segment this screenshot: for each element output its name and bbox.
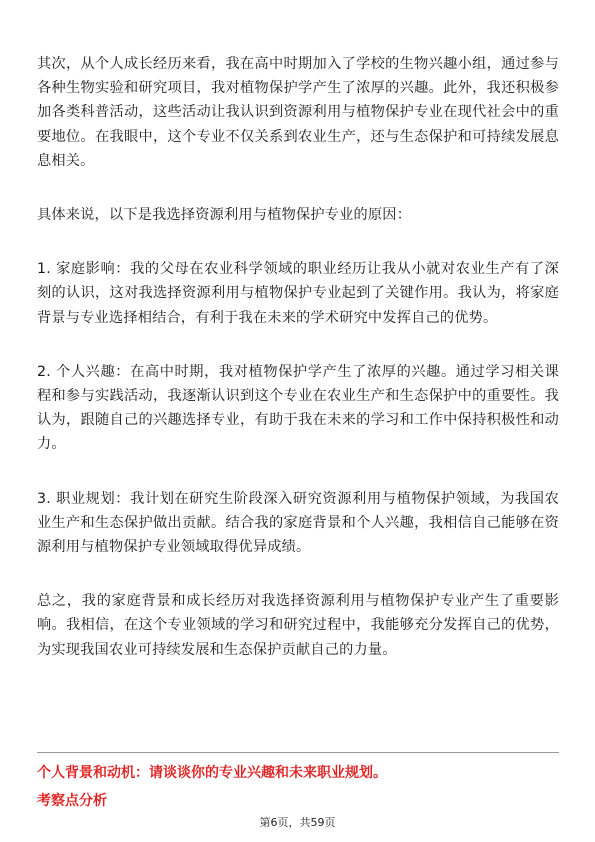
section-divider	[37, 752, 559, 753]
paragraph-career-plan: 3. 职业规划：我计划在研究生阶段深入研究资源利用与植物保护领域，为我国农业生产和生态保护做出贡献。结合我的家庭背景和个人兴趣，我相信自己能够在资源利用与植物保护专业领域取得优异成绩。	[37, 490, 559, 556]
question-heading: 个人背景和动机：请谈谈你的专业兴趣和未来职业规划。	[37, 765, 387, 781]
paragraph-family-influence: 1. 家庭影响：我的父母在农业科学领域的职业经历让我从小就对农业生产有了深刻的认识，这对我选择资源利用与植物保护专业起到了关键作用。我认为，将家庭背景与专业选择相结合，有利于我在未来的学术研究中发挥自己的优势。	[37, 261, 559, 326]
paragraph-growth-experience: 其次，从个人成长经历来看，我在高中时期加入了学校的生物兴趣小组，通过参与各种生物实验和研究项目，我对植物保护学产生了浓厚的兴趣。此外，我还积极参加各类科普活动，这些活动让我认识到资源利用与植物保护专业在现代社会中的重要地位。在我眼中，这个专业不仅关系到农业生产，还与生态保护和可持续发展息息相关。	[37, 56, 559, 169]
paragraph-spacer	[37, 457, 559, 487]
paragraph-spacer	[37, 330, 559, 360]
analysis-heading: 考察点分析	[37, 793, 107, 809]
paragraph-reasons-intro: 具体来说，以下是我选择资源利用与植物保护专业的原因：	[37, 207, 412, 224]
paragraph-spacer	[37, 227, 559, 257]
paragraph-personal-interest: 2. 个人兴趣：在高中时期，我对植物保护学产生了浓厚的兴趣。通过学习相关课程和参与实践活动，我逐渐认识到这个专业在农业生产和生态保护中的重要性。我认为，跟随自己的兴趣选择专业，有助于我在未来的学习和工作中保持积极性和动力。	[37, 363, 559, 453]
page-number-footer: 第6页，共59页	[259, 816, 336, 829]
main-content	[37, 52, 559, 662]
paragraph-spacer	[37, 173, 559, 203]
paragraph-spacer	[37, 559, 559, 589]
paragraph-conclusion: 总之，我的家庭背景和成长经历对我选择资源利用与植物保护专业产生了重要影响。我相信，在这个专业领域的学习和研究过程中，我能够充分发挥自己的优势，为实现我国农业可持续发展和生态保护贡献自己的力量。	[37, 593, 559, 658]
